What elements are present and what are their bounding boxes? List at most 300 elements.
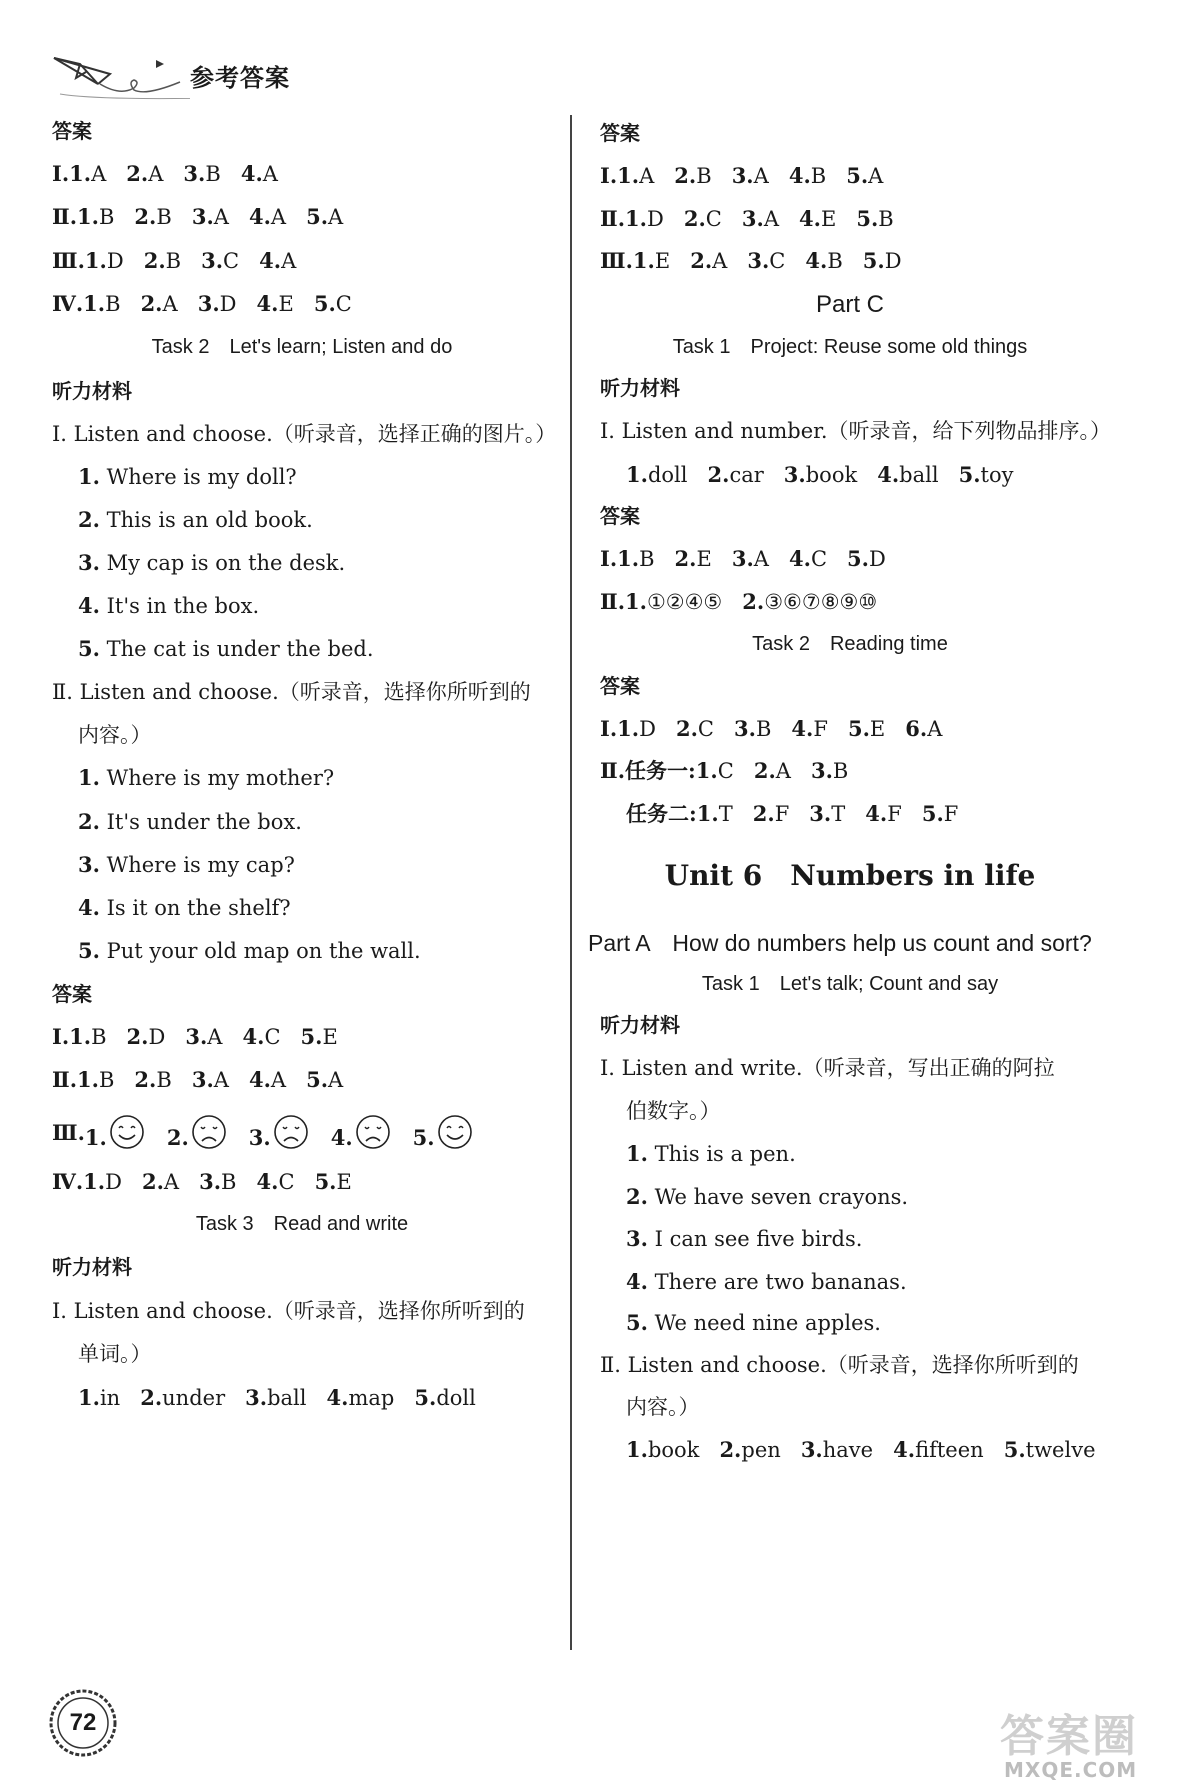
task-title: Task 3 Read and write — [195, 1213, 409, 1235]
answer-number: 1. — [626, 462, 648, 487]
item-text: Put your old map on the wall. — [99, 939, 421, 963]
answer-number: Ⅲ. — [52, 248, 85, 273]
spacer — [114, 1068, 134, 1092]
spacer — [225, 1386, 245, 1410]
spacer — [172, 205, 192, 229]
sad-face-icon — [355, 1114, 391, 1150]
section-heading: 答案 — [600, 504, 640, 528]
answer-value: D — [105, 1170, 122, 1194]
answer-number: Ⅱ. — [52, 204, 78, 229]
item-text: There are two bananas. — [647, 1270, 907, 1294]
spacer — [785, 249, 805, 273]
answer-number: 任务一: — [625, 758, 696, 783]
answer-number: 3. — [191, 1067, 214, 1092]
answer-value: D — [148, 1025, 166, 1049]
spacer — [836, 207, 856, 231]
answer-value: C — [264, 1025, 281, 1049]
answer-number: 3. — [248, 1125, 271, 1150]
answer-value: A — [927, 717, 943, 741]
question-instruction: Ⅱ. Listen and choose.（听录音，选择你所听到的 — [600, 1353, 1079, 1377]
listening-sentence — [78, 592, 259, 620]
answer-number: 5. — [958, 462, 981, 487]
spacer — [172, 1068, 192, 1092]
word-list — [78, 1384, 476, 1412]
answer-value: E — [336, 1170, 352, 1194]
answer-row — [600, 162, 883, 190]
listening-sentence — [626, 1183, 908, 1211]
spacer — [221, 162, 241, 186]
spacer — [712, 547, 732, 571]
spacer — [654, 164, 674, 188]
answer-value: A — [91, 162, 107, 186]
item-number: 5. — [626, 1310, 648, 1335]
item-number: 3. — [78, 852, 100, 877]
answer-number: 5. — [862, 248, 885, 273]
listening-sentence — [626, 1140, 796, 1168]
answer-number: 5. — [314, 1169, 337, 1194]
answer-number: 3. — [183, 161, 206, 186]
spacer — [789, 802, 809, 826]
answer-number: 1. — [69, 1024, 92, 1049]
answer-number: 3. — [800, 1437, 823, 1462]
answer-value: A — [639, 164, 655, 188]
spacer — [769, 164, 789, 188]
spacer — [281, 1025, 301, 1049]
answer-value: C — [278, 1170, 295, 1194]
item-text: My cap is on the desk. — [99, 551, 346, 575]
spacer — [984, 1438, 1004, 1462]
spacer — [714, 717, 734, 741]
spacer — [286, 1068, 306, 1092]
answer-number: 2. — [690, 248, 713, 273]
answer-value: A — [763, 207, 779, 231]
item-number: 4. — [626, 1269, 648, 1294]
spacer — [656, 717, 676, 741]
word-list — [626, 1436, 1096, 1464]
spacer — [181, 249, 201, 273]
item-number: 4. — [78, 593, 100, 618]
answer-number: 1. — [77, 1067, 99, 1092]
spacer — [843, 249, 863, 273]
spacer — [826, 164, 846, 188]
answer-number: 4. — [256, 291, 279, 316]
item-number: 3. — [78, 550, 100, 575]
answer-number: 1. — [626, 1437, 648, 1462]
item-number: 2. — [78, 507, 100, 532]
listening-sentence — [626, 1225, 862, 1253]
item-text: Is it on the shelf? — [99, 896, 291, 920]
answer-number: Ⅰ. — [600, 716, 618, 741]
spacer — [827, 547, 847, 571]
instruction-continued: 伯数字。） — [626, 1099, 721, 1123]
item-text: We have seven crayons. — [647, 1185, 909, 1209]
answer-row — [600, 205, 894, 233]
answer-value: car — [729, 463, 764, 487]
spacer — [178, 292, 198, 316]
answer-value: pen — [741, 1438, 781, 1462]
listening-sentence — [78, 808, 302, 836]
answer-value: T — [831, 802, 846, 826]
answer-value: A — [753, 164, 769, 188]
spacer — [107, 1025, 127, 1049]
answer-row — [52, 247, 296, 275]
answer-row — [52, 203, 343, 231]
answer-number: 1. — [77, 204, 99, 229]
answer-value: B — [105, 292, 121, 316]
answer-number: Ⅳ. — [52, 1169, 84, 1194]
instruction-continued: 内容。） — [78, 723, 152, 747]
answer-number: 4. — [865, 801, 888, 826]
answer-value: C — [705, 207, 722, 231]
answer-number: 5. — [921, 801, 944, 826]
answer-value: B — [205, 162, 221, 186]
answer-number: 3. — [731, 546, 754, 571]
listening-sentence — [78, 635, 374, 663]
spacer — [828, 717, 848, 741]
answer-row — [52, 1168, 352, 1196]
answer-number: 5. — [1003, 1437, 1026, 1462]
answer-value: C — [697, 717, 714, 741]
answer-number: 1. — [83, 1169, 106, 1194]
answer-value: A — [753, 547, 769, 571]
item-text: Where is my cap? — [99, 853, 295, 877]
spacer — [722, 207, 742, 231]
spacer — [236, 1170, 256, 1194]
answer-number: 2. — [143, 248, 166, 273]
item-number: 1. — [626, 1141, 648, 1166]
answer-number: 4. — [326, 1385, 349, 1410]
answer-value: ③⑥⑦⑧⑨⑩ — [764, 590, 878, 614]
answer-number: 2. — [675, 716, 698, 741]
spacer — [655, 547, 675, 571]
instruction-continued: 单词。） — [78, 1342, 152, 1366]
listening-sentence — [626, 1309, 881, 1337]
answer-number: 2. — [742, 589, 765, 614]
spacer — [664, 207, 684, 231]
spacer — [670, 249, 690, 273]
section-heading: 听力材料 — [52, 1255, 132, 1279]
spacer — [771, 717, 791, 741]
unit-title: Unit 6 Numbers in life — [664, 859, 1036, 892]
answer-number: 3. — [199, 1169, 222, 1194]
spacer — [307, 1386, 327, 1410]
spacer — [939, 463, 959, 487]
answer-number: 1. — [695, 758, 718, 783]
paper-plane-icon — [50, 44, 190, 104]
section-heading: 听力材料 — [52, 379, 132, 403]
answer-number: Ⅱ. — [600, 206, 626, 231]
item-text: It's under the box. — [99, 810, 302, 834]
answer-number: 2. — [752, 801, 775, 826]
answer-number: 4. — [256, 1169, 279, 1194]
spacer — [733, 802, 753, 826]
answer-value: E — [278, 292, 294, 316]
spacer — [120, 1386, 140, 1410]
answer-value: A — [270, 1068, 287, 1092]
answer-number: 5. — [306, 204, 329, 229]
answer-value: F — [887, 802, 902, 826]
answer-value: D — [884, 249, 902, 273]
answer-number: 3. — [810, 758, 833, 783]
answer-number: Ⅰ. — [52, 1024, 70, 1049]
page-header — [50, 44, 320, 104]
answer-number: Ⅰ. — [600, 546, 618, 571]
answer-number: 4. — [330, 1125, 353, 1150]
answer-value: B — [810, 164, 827, 188]
task-title: Task 2 Reading time — [752, 633, 948, 655]
answer-value: twelve — [1025, 1438, 1096, 1462]
spacer — [885, 717, 905, 741]
answer-row — [52, 1066, 343, 1094]
answer-number: 2. — [166, 1125, 189, 1150]
spacer — [722, 590, 742, 614]
answer-value: B — [165, 249, 182, 273]
answer-number: 6. — [905, 716, 928, 741]
answer-value: D — [106, 249, 124, 273]
face-answer — [249, 1114, 309, 1150]
answer-number: 3. — [747, 248, 770, 273]
spacer — [229, 1068, 249, 1092]
task-title: Task 1 Let's talk; Count and say — [701, 973, 999, 995]
answer-value: C — [335, 292, 352, 316]
answer-number: 5. — [306, 1067, 329, 1092]
answer-row — [600, 588, 877, 616]
spacer — [687, 463, 707, 487]
answer-number: Ⅰ. — [600, 163, 618, 188]
answer-value: ①②④⑤ — [646, 590, 723, 614]
answer-number: 4. — [877, 462, 900, 487]
spacer — [769, 547, 789, 571]
answer-number: 1. — [69, 161, 92, 186]
answer-value: C — [769, 249, 786, 273]
answer-number: 4. — [893, 1437, 916, 1462]
answer-value: doll — [647, 463, 688, 487]
item-number: 5. — [78, 938, 100, 963]
listening-sentence — [78, 506, 313, 534]
answer-value: C — [223, 249, 240, 273]
answer-number: 1. — [617, 546, 640, 571]
answer-number: Ⅱ. — [600, 589, 626, 614]
answer-number: 1. — [617, 163, 640, 188]
answer-number: 3. — [734, 716, 756, 741]
item-number: 2. — [626, 1184, 648, 1209]
question-instruction: Ⅰ. Listen and choose.（听录音，选择正确的图片。） — [52, 422, 557, 446]
answer-number: 4. — [248, 1067, 271, 1092]
item-number: 5. — [78, 636, 100, 661]
answer-value: A — [281, 249, 297, 273]
answer-value: under — [162, 1386, 226, 1410]
answer-number: 5. — [300, 1024, 323, 1049]
answer-number: 2. — [134, 204, 157, 229]
listening-sentence — [78, 937, 421, 965]
answer-number: 4. — [240, 161, 263, 186]
answer-value: B — [696, 164, 712, 188]
answer-number: 4. — [242, 1024, 265, 1049]
spacer — [179, 1170, 199, 1194]
spacer — [286, 205, 306, 229]
answer-value: D — [868, 547, 886, 571]
spacer — [124, 249, 144, 273]
answer-value: T — [718, 802, 733, 826]
section-heading: 听力材料 — [600, 1013, 680, 1037]
emoji-answer-row — [52, 1114, 495, 1150]
column-divider — [570, 115, 572, 1650]
page-number: 72 — [69, 1709, 97, 1736]
answer-value: A — [712, 249, 728, 273]
item-text: This is a pen. — [647, 1142, 796, 1166]
spacer — [857, 463, 877, 487]
answer-value: B — [827, 249, 843, 273]
answer-number: 3. — [783, 462, 806, 487]
answer-number: 1. — [696, 801, 719, 826]
face-answer — [331, 1114, 391, 1150]
answer-number: 2. — [140, 291, 163, 316]
answer-row — [600, 247, 902, 275]
spacer — [779, 207, 799, 231]
answer-number: 1. — [625, 589, 647, 614]
answer-number: 1. — [625, 206, 647, 231]
answer-number: 2. — [674, 546, 697, 571]
spacer — [122, 1170, 142, 1194]
answer-number: 2. — [707, 462, 730, 487]
answer-value: B — [98, 1068, 115, 1092]
answer-number: 3. — [185, 1024, 208, 1049]
answer-number: 3. — [741, 206, 764, 231]
answer-value: B — [156, 205, 172, 229]
task-title: Task 1 Project: Reuse some old things — [672, 336, 1028, 358]
answer-value: B — [878, 207, 894, 231]
answer-value: F — [774, 802, 790, 826]
answer-number: 5. — [313, 291, 336, 316]
answer-value: A — [262, 162, 278, 186]
answer-value: A — [162, 292, 178, 316]
answer-value: A — [328, 1068, 344, 1092]
answer-value: B — [221, 1170, 237, 1194]
sad-face-icon — [191, 1114, 227, 1150]
face-answer — [167, 1114, 227, 1150]
answer-number: 3. — [245, 1385, 268, 1410]
item-number: 2. — [78, 809, 100, 834]
listening-sentence — [78, 894, 291, 922]
answer-value: B — [98, 205, 115, 229]
answer-number: 3. — [197, 291, 220, 316]
answer-value: A — [775, 759, 791, 783]
answer-number: 5. — [847, 546, 869, 571]
spacer — [229, 205, 249, 229]
question-instruction: Ⅱ. Listen and choose.（听录音，选择你所听到的 — [52, 680, 531, 704]
answer-value: A — [213, 205, 229, 229]
part-title: Part C — [815, 291, 884, 318]
answer-value: B — [639, 547, 655, 571]
spacer — [294, 292, 314, 316]
spacer — [712, 164, 732, 188]
answer-number: 3. — [191, 204, 214, 229]
answer-number: 5. — [412, 1125, 435, 1150]
answer-number: 5. — [856, 206, 879, 231]
answer-row — [600, 545, 886, 573]
item-text: We need nine apples. — [647, 1311, 881, 1335]
answer-number: Ⅲ. — [600, 248, 633, 273]
answer-value: toy — [980, 463, 1014, 487]
answer-number: Ⅰ. — [52, 161, 70, 186]
spacer — [873, 1438, 893, 1462]
spacer — [394, 1386, 414, 1410]
page-number-badge — [48, 1688, 118, 1758]
item-number: 4. — [78, 895, 100, 920]
answer-number: 2. — [141, 1169, 164, 1194]
answer-value: B — [156, 1068, 172, 1092]
answer-value: B — [91, 1025, 107, 1049]
spacer — [106, 162, 126, 186]
answer-value: B — [832, 759, 849, 783]
item-number: 3. — [626, 1226, 648, 1251]
answer-value: D — [639, 717, 656, 741]
answer-value: E — [820, 207, 837, 231]
watermark-logo: 答案圈 — [1000, 1711, 1138, 1762]
answer-number: Ⅱ. — [600, 758, 626, 783]
item-text: Where is my doll? — [99, 465, 297, 489]
answer-number: 2. — [753, 758, 776, 783]
instruction-continued: 内容。） — [626, 1395, 700, 1419]
answer-number: Ⅲ. — [52, 1119, 85, 1145]
answer-number: 3. — [809, 801, 832, 826]
listening-sentence — [78, 851, 295, 879]
answer-number: 1. — [632, 248, 655, 273]
answer-number: 2. — [719, 1437, 742, 1462]
smiley-face-icon — [109, 1114, 145, 1150]
answer-number: 2. — [126, 161, 149, 186]
word-list — [626, 461, 1014, 489]
listening-sentence — [78, 764, 334, 792]
answer-value: in — [99, 1386, 121, 1410]
answer-value: fifteen — [915, 1438, 984, 1462]
answer-number: Ⅱ. — [52, 1067, 78, 1092]
page-title: 参考答案 — [190, 64, 290, 92]
answer-value: map — [348, 1386, 395, 1410]
watermark-url: MXQE.COM — [1004, 1758, 1138, 1782]
answer-number: 1. — [84, 1125, 107, 1150]
answer-number: 3. — [201, 248, 224, 273]
spacer — [902, 802, 922, 826]
answer-value: book — [647, 1438, 700, 1462]
item-number: 1. — [78, 464, 100, 489]
answer-number: 1. — [84, 248, 107, 273]
answer-row — [52, 290, 352, 318]
answer-value: A — [270, 205, 287, 229]
section-heading: 答案 — [600, 674, 640, 698]
question-instruction: Ⅰ. Listen and choose.（听录音，选择你所听到的 — [52, 1299, 525, 1323]
answer-row — [600, 757, 848, 785]
answer-value: E — [322, 1025, 338, 1049]
answer-number: 2. — [134, 1067, 157, 1092]
answer-value: ball — [267, 1386, 307, 1410]
listening-sentence — [78, 463, 297, 491]
answer-value: A — [868, 164, 884, 188]
answer-value: A — [163, 1170, 180, 1194]
item-text: I can see five birds. — [647, 1227, 863, 1251]
spacer — [165, 1025, 185, 1049]
item-text: Where is my mother? — [99, 766, 335, 790]
task-title: Task 2 Let's learn; Listen and do — [151, 336, 453, 358]
answer-number: 2. — [674, 163, 697, 188]
answer-value: C — [810, 547, 828, 571]
item-number: 1. — [78, 765, 100, 790]
spacer — [734, 759, 754, 783]
answer-value: ball — [899, 463, 939, 487]
spacer — [236, 292, 256, 316]
answer-number: Ⅳ. — [52, 291, 84, 316]
spacer — [699, 1438, 719, 1462]
